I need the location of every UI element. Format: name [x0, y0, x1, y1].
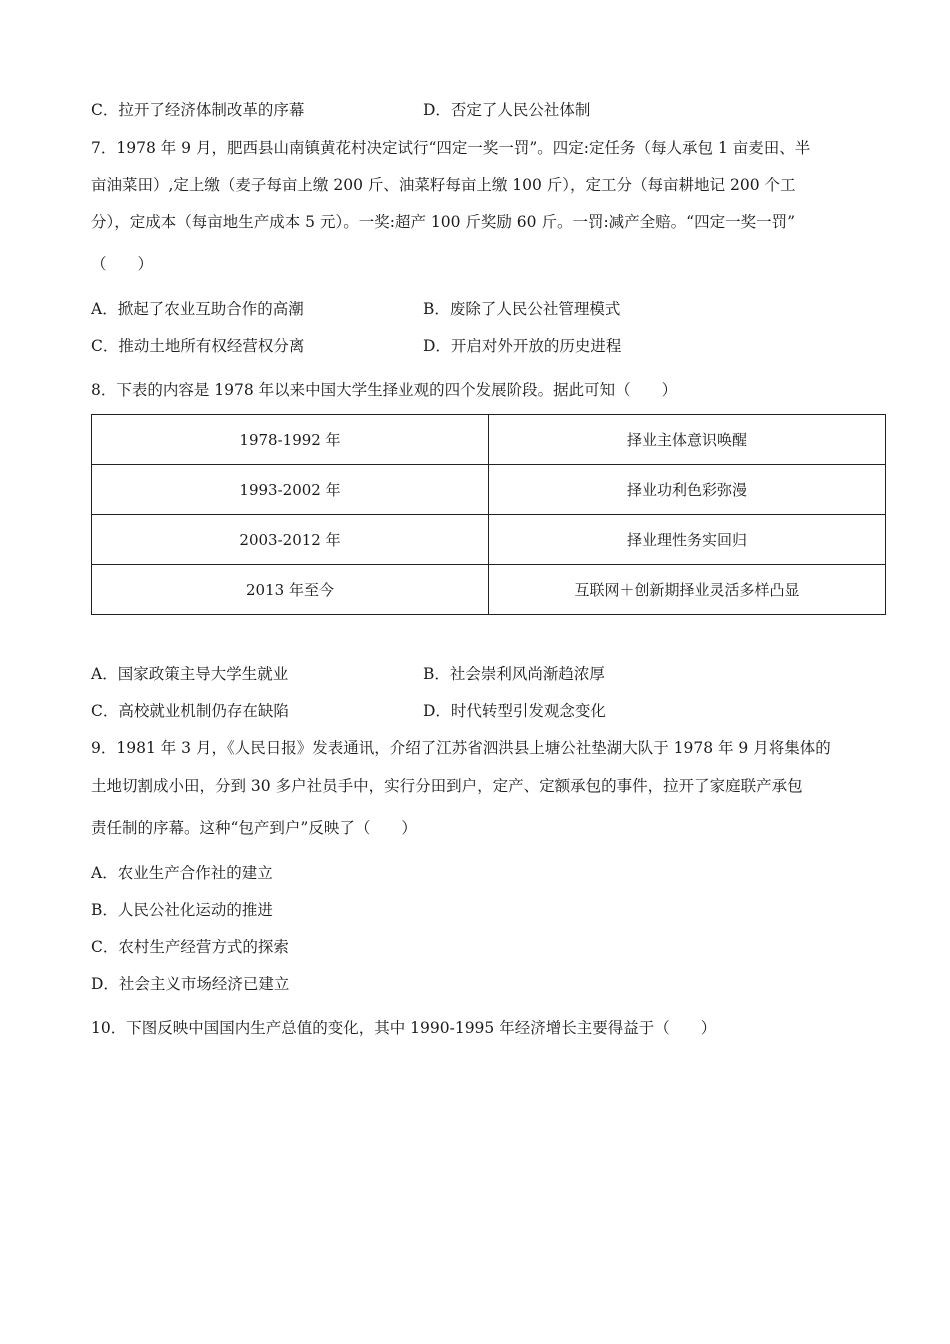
q7-option-b: B．废除了人民公社管理模式 [423, 300, 621, 318]
q6-option-c: C．拉开了经济体制改革的序幕 [91, 101, 305, 119]
q8-option-a: A．国家政策主导大学生就业 [91, 665, 289, 683]
q9-option-d: D．社会主义市场经济已建立 [91, 975, 290, 993]
table-row [92, 565, 886, 615]
table-cell-period: 2003-2012 年 [92, 515, 489, 565]
q8-option-b: B．社会崇利风尚渐趋浓厚 [423, 665, 605, 683]
table-cell-view: 互联网＋创新期择业灵活多样凸显 [489, 565, 886, 615]
q7-stem-line-3: 分），定成本（每亩地生产成本 5 元）。一奖:超产 100 斤奖励 60 斤。一罚:减产全赔。“四定一奖一罚” [91, 213, 796, 231]
table-cell-period: 2013 年至今 [92, 565, 489, 615]
q8-option-c: C．高校就业机制仍存在缺陷 [91, 702, 289, 720]
q9-stem-line-2: 土地切割成小田，分到 30 多户社员手中，实行分田到户，定产、定额承包的事件，拉开了家庭联产承包 [91, 777, 803, 795]
q9-option-a: A．农业生产合作社的建立 [91, 864, 273, 882]
q7-stem-line-2: 亩油菜田）,定上缴（麦子每亩上缴 200 斤、油菜籽每亩上缴 100 斤），定工分（每亩耕地记 200 个工 [91, 176, 796, 194]
table-row [92, 515, 886, 565]
q9-stem-line-3: 责任制的序幕。这种“包产到户”反映了（ ） [91, 819, 417, 837]
q9-option-c: C．农村生产经营方式的探索 [91, 938, 289, 956]
q8-stem: 8．下表的内容是 1978 年以来中国大学生择业观的四个发展阶段。据此可知（ ） [91, 381, 678, 399]
table-cell-view: 择业理性务实回归 [489, 515, 886, 565]
table-cell-period: 1993-2002 年 [92, 465, 489, 515]
table-cell-period: 1978-1992 年 [92, 415, 489, 465]
q7-option-a: A．掀起了农业互助合作的高潮 [91, 300, 304, 318]
q7-option-c: C．推动土地所有权经营权分离 [91, 337, 305, 355]
q10-stem: 10．下图反映中国国内生产总值的变化，其中 1990-1995 年经济增长主要得益于（ ） [91, 1019, 717, 1037]
q7-answer-blank: （ ） [91, 255, 154, 273]
table-cell-view: 择业功利色彩弥漫 [489, 465, 886, 515]
table-row [92, 465, 886, 515]
table-row [92, 415, 886, 465]
q8-option-d: D．时代转型引发观念变化 [423, 702, 606, 720]
q8-table [91, 414, 886, 615]
q9-stem-line-1: 9．1981 年 3 月，《人民日报》发表通讯，介绍了江苏省泗洪县上塘公社垫湖大队于 1978 年 9 月将集体的 [91, 739, 831, 757]
q7-stem-line-1: 7．1978 年 9 月，肥西县山南镇黄花村决定试行“四定一奖一罚”。四定:定任务（每人承包 1 亩麦田、半 [91, 139, 811, 157]
q6-option-d: D．否定了人民公社体制 [423, 101, 591, 119]
table-cell-view: 择业主体意识唤醒 [489, 415, 886, 465]
q7-option-d: D．开启对外开放的历史进程 [423, 337, 622, 355]
q9-option-b: B．人民公社化运动的推进 [91, 901, 273, 919]
